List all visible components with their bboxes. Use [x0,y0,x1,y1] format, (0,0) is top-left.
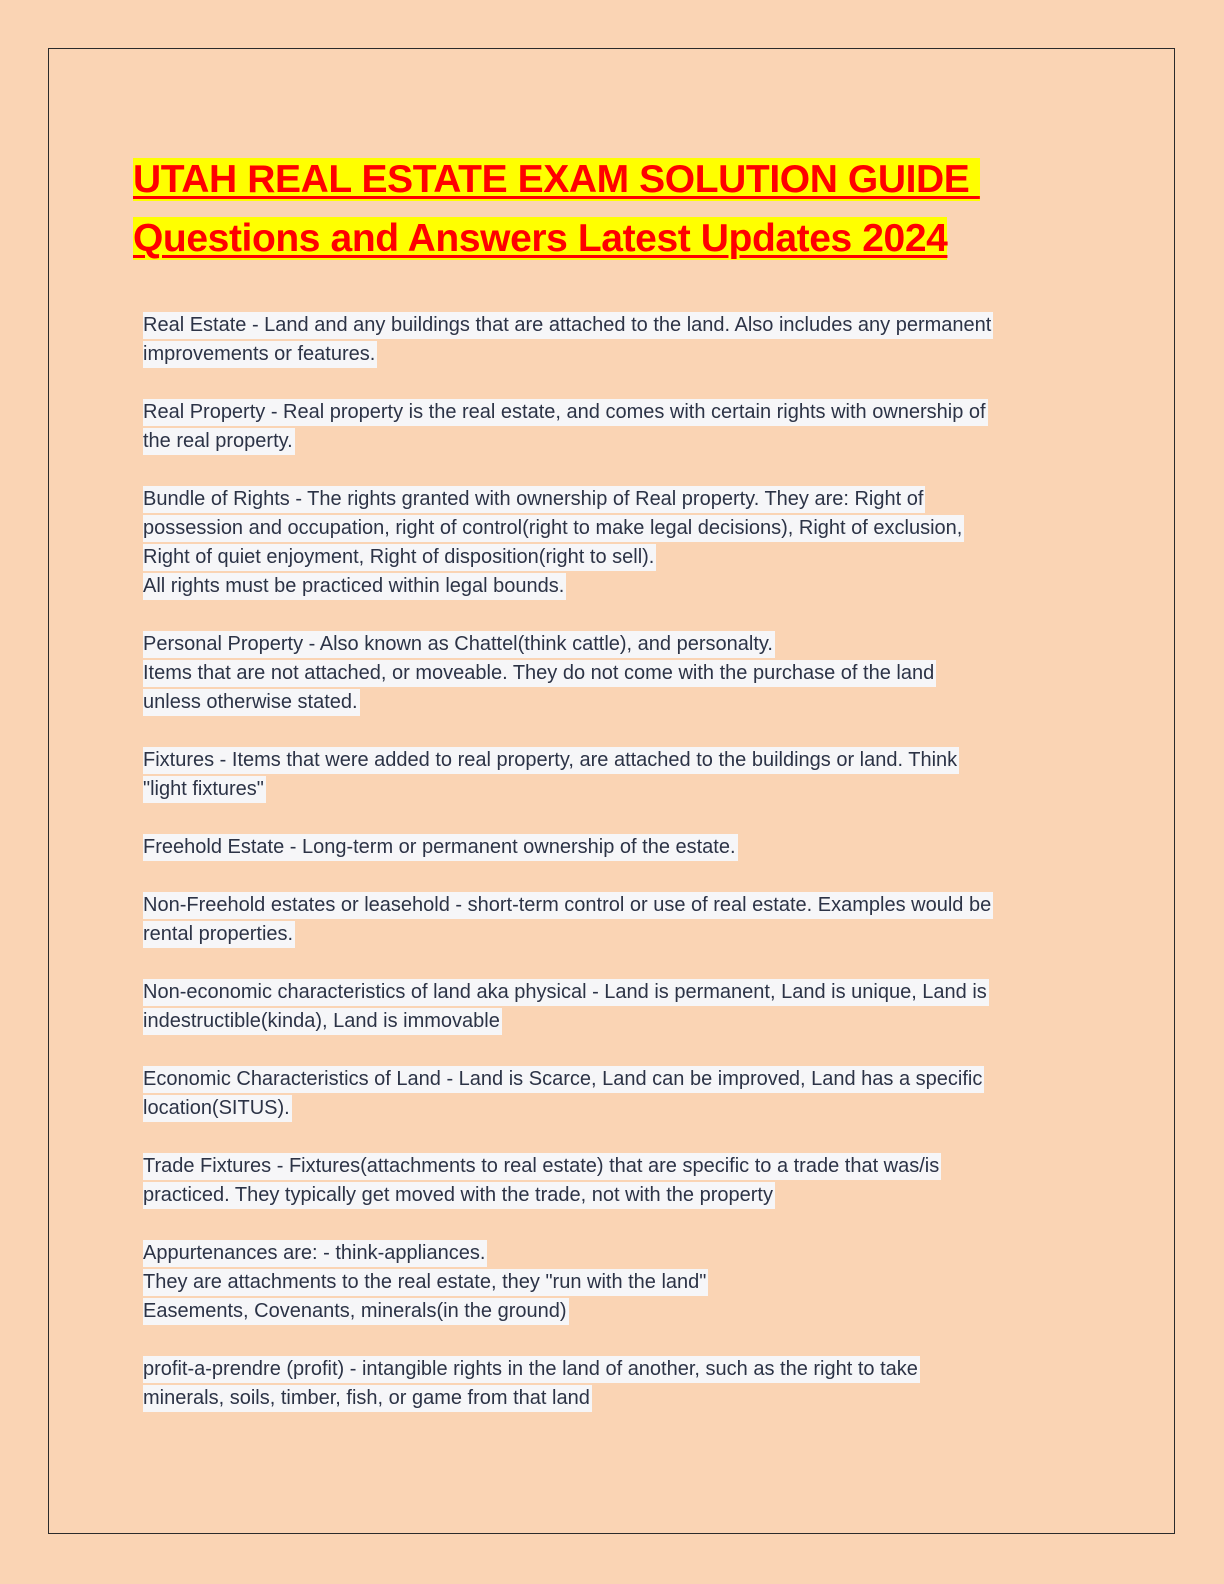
entry-line-text: Freehold Estate - Long-term or permanent ownership of the estate. [143,834,738,861]
entry-line [143,891,1078,920]
title-line-1: UTAH REAL ESTATE EXAM SOLUTION GUIDE [133,158,980,201]
entry-line [143,659,1078,688]
entry-line-text: Economic Characteristics of Land - Land is Scarce, Land can be improved, Land has a specific [143,1066,984,1093]
entry-line-text: minerals, soils, timber, fish, or game from that land [143,1385,592,1412]
entry-line [143,746,1078,775]
entry-line-text: Items that are not attached, or moveable. They do not come with the purchase of the land [143,660,936,687]
qa-entry [143,1239,1078,1326]
entry-line [143,514,1078,543]
entry-line [143,340,1078,369]
entry-line [143,1181,1078,1210]
entry-line-text: Trade Fixtures - Fixtures(attachments to real estate) that are specific to a trade that was/is [143,1153,941,1180]
entry-line [143,688,1078,717]
entry-line-text: indestructible(kinda), Land is immovable [143,1008,502,1035]
entry-line [143,398,1078,427]
qa-entry [143,1152,1078,1210]
qa-entries-list [143,311,1078,1442]
entry-line-text: unless otherwise stated. [143,689,360,716]
entry-line [143,1065,1078,1094]
entry-line [143,920,1078,949]
entry-line [143,775,1078,804]
title-line-2: Questions and Answers Latest Updates 2024 [133,217,948,260]
entry-line [143,1384,1078,1413]
entry-line-text: All rights must be practiced within legal bounds. [143,573,566,600]
entry-line-text: Bundle of Rights - The rights granted with ownership of Real property. They are: Right of [143,486,925,513]
qa-entry [143,1065,1078,1123]
entry-line-text: Non-Freehold estates or leasehold - short-term control or use of real estate. Examples would be [143,892,993,919]
qa-entry [143,630,1078,717]
entry-line [143,427,1078,456]
entry-line-text: They are attachments to the real estate, they "run with the land" [143,1269,708,1296]
qa-entry [143,891,1078,949]
qa-entry [143,398,1078,456]
entry-line-text: location(SITUS). [143,1095,292,1122]
qa-entry [143,485,1078,601]
entry-line [143,833,1078,862]
entry-line [143,485,1078,514]
entry-line-text: Appurtenances are: - think-appliances. [143,1240,487,1267]
entry-line-text: Personal Property - Also known as Chattel(think cattle), and personalty. [143,631,775,658]
title-line-1-row [133,150,1093,209]
qa-entry [143,833,1078,862]
entry-line [143,1355,1078,1384]
entry-line-text: the real property. [143,428,295,455]
entry-line [143,1239,1078,1268]
entry-line-text: profit-a-prendre (profit) - intangible rights in the land of another, such as the right to take [143,1356,920,1383]
entry-line [143,1152,1078,1181]
entry-line [143,630,1078,659]
entry-line [143,1094,1078,1123]
entry-line-text: Non-economic characteristics of land aka physical - Land is permanent, Land is unique, Land is [143,979,989,1006]
entry-line [143,1007,1078,1036]
entry-line-text: improvements or features. [143,341,377,368]
entry-line [143,543,1078,572]
entry-line-text: possession and occupation, right of control(right to make legal decisions), Right of exclusion, [143,515,964,542]
entry-line-text: Fixtures - Items that were added to real property, are attached to the buildings or land. Think [143,747,959,774]
qa-entry [143,746,1078,804]
qa-entry [143,311,1078,369]
entry-line-text: "light fixtures" [143,776,266,803]
entry-line [143,1297,1078,1326]
entry-line-text: Real Property - Real property is the real estate, and comes with certain rights with ownership of [143,399,988,426]
entry-line-text: Right of quiet enjoyment, Right of disposition(right to sell). [143,544,656,571]
entry-line-text: practiced. They typically get moved with the trade, not with the property [143,1182,775,1209]
entry-line [143,978,1078,1007]
qa-entry [143,978,1078,1036]
entry-line [143,1268,1078,1297]
entry-line [143,311,1078,340]
entry-line-text: rental properties. [143,921,295,948]
entry-line-text: Real Estate - Land and any buildings that are attached to the land. Also includes any permanent [143,312,993,339]
entry-line [143,572,1078,601]
title-line-2-row [133,209,1093,268]
qa-entry [143,1355,1078,1413]
entry-line-text: Easements, Covenants, minerals(in the ground) [143,1298,569,1325]
document-title [133,150,1093,268]
